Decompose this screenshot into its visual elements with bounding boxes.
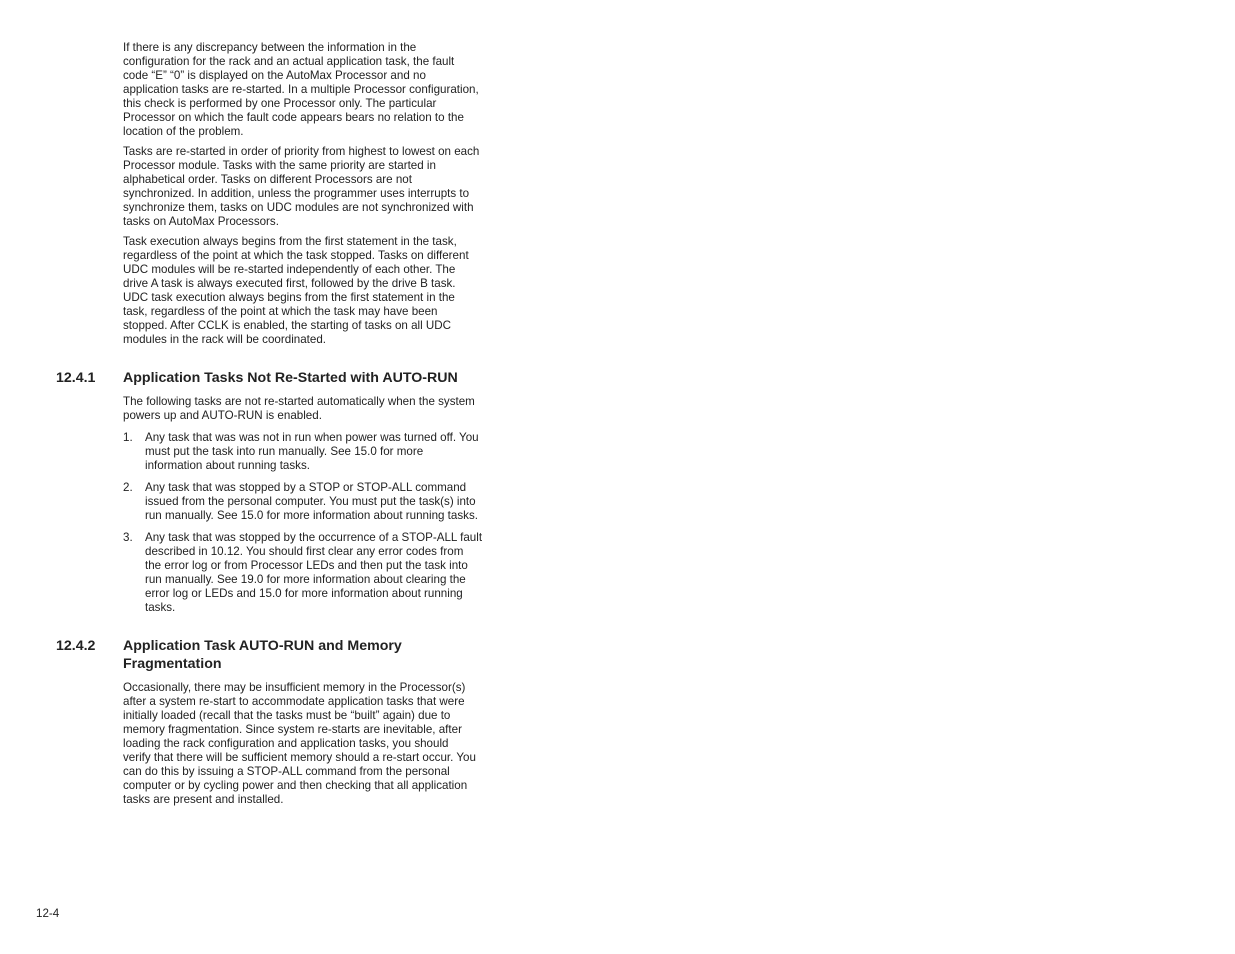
paragraph-fault-code: If there is any discrepancy between the information in the configuration for the rack and an actual application task, the fault code “E” “0” is displayed on the AutoMax Processor and no application tasks are re-started. In a multiple Processor configuration, this check is performed by one Processor only. The particular Processor on which the fault code appears bears no relation to the location of the problem.: [123, 41, 479, 138]
list-marker: 2.: [123, 481, 133, 494]
paragraph-section-1-intro: The following tasks are not re-started automatically when the system powers up and AUTO-RUN is enabled.: [123, 395, 475, 422]
paragraph-memory-fragmentation: Occasionally, there may be insufficient memory in the Processor(s) after a system re-start to accommodate application tasks that were initially loaded (recall that the tasks must be “built” again) due to memory fragmentation. Since system re-starts are inevitable, after loading the rack configuration and application tasks, you should verify that there will be sufficient memory should a re-start occur. You can do this by issuing a STOP-ALL command from the personal computer or by cycling power and then checking that all application tasks are present and installed.: [123, 681, 476, 806]
list-item-text: Any task that was stopped by a STOP or STOP-ALL command issued from the personal computer. You must put the task(s) into run manually. See 15.0 for more information about running tasks.: [145, 481, 478, 522]
list-item-text: Any task that was was not in run when power was turned off. You must put the task into run manually. See 15.0 for more information about running tasks.: [145, 431, 479, 472]
paragraph-restart-order: Tasks are re-started in order of priority from highest to lowest on each Processor module. Tasks with the same priority are started in alphabetical order. Tasks on different Processors are not synchronized. In addition, unless the programmer uses interrupts to synchronize them, tasks on UDC modules are not synchronized with tasks on AutoMax Processors.: [123, 145, 480, 228]
list-marker: 3.: [123, 531, 133, 544]
list-item-text: Any task that was stopped by the occurrence of a STOP-ALL fault described in 10.12. You should first clear any error codes from the error log or from Processor LEDs and then put the task into run manually. See 19.0 for more information about clearing the error log or LEDs and 15.0 for more information about running tasks.: [145, 531, 483, 614]
section-number: 12.4.1: [56, 370, 96, 386]
section-number: 12.4.2: [56, 638, 96, 654]
page-number: 12-4: [36, 907, 60, 920]
section-title: Application Tasks Not Re-Started with AUTO-RUN: [123, 370, 458, 386]
section-title: Application Task AUTO-RUN and Memory Fragmentation: [123, 638, 402, 672]
list-marker: 1.: [123, 431, 133, 444]
paragraph-task-execution: Task execution always begins from the first statement in the task, regardless of the point at which the task stopped. Tasks on different UDC modules will be re-started independently of each other. The drive A task is always executed first, followed by the drive B task. UDC task execution always begins from the first statement in the task, regardless of the point at which the task may have been stopped. After CCLK is enabled, the starting of tasks on all UDC modules in the rack will be coordinated.: [123, 235, 469, 346]
